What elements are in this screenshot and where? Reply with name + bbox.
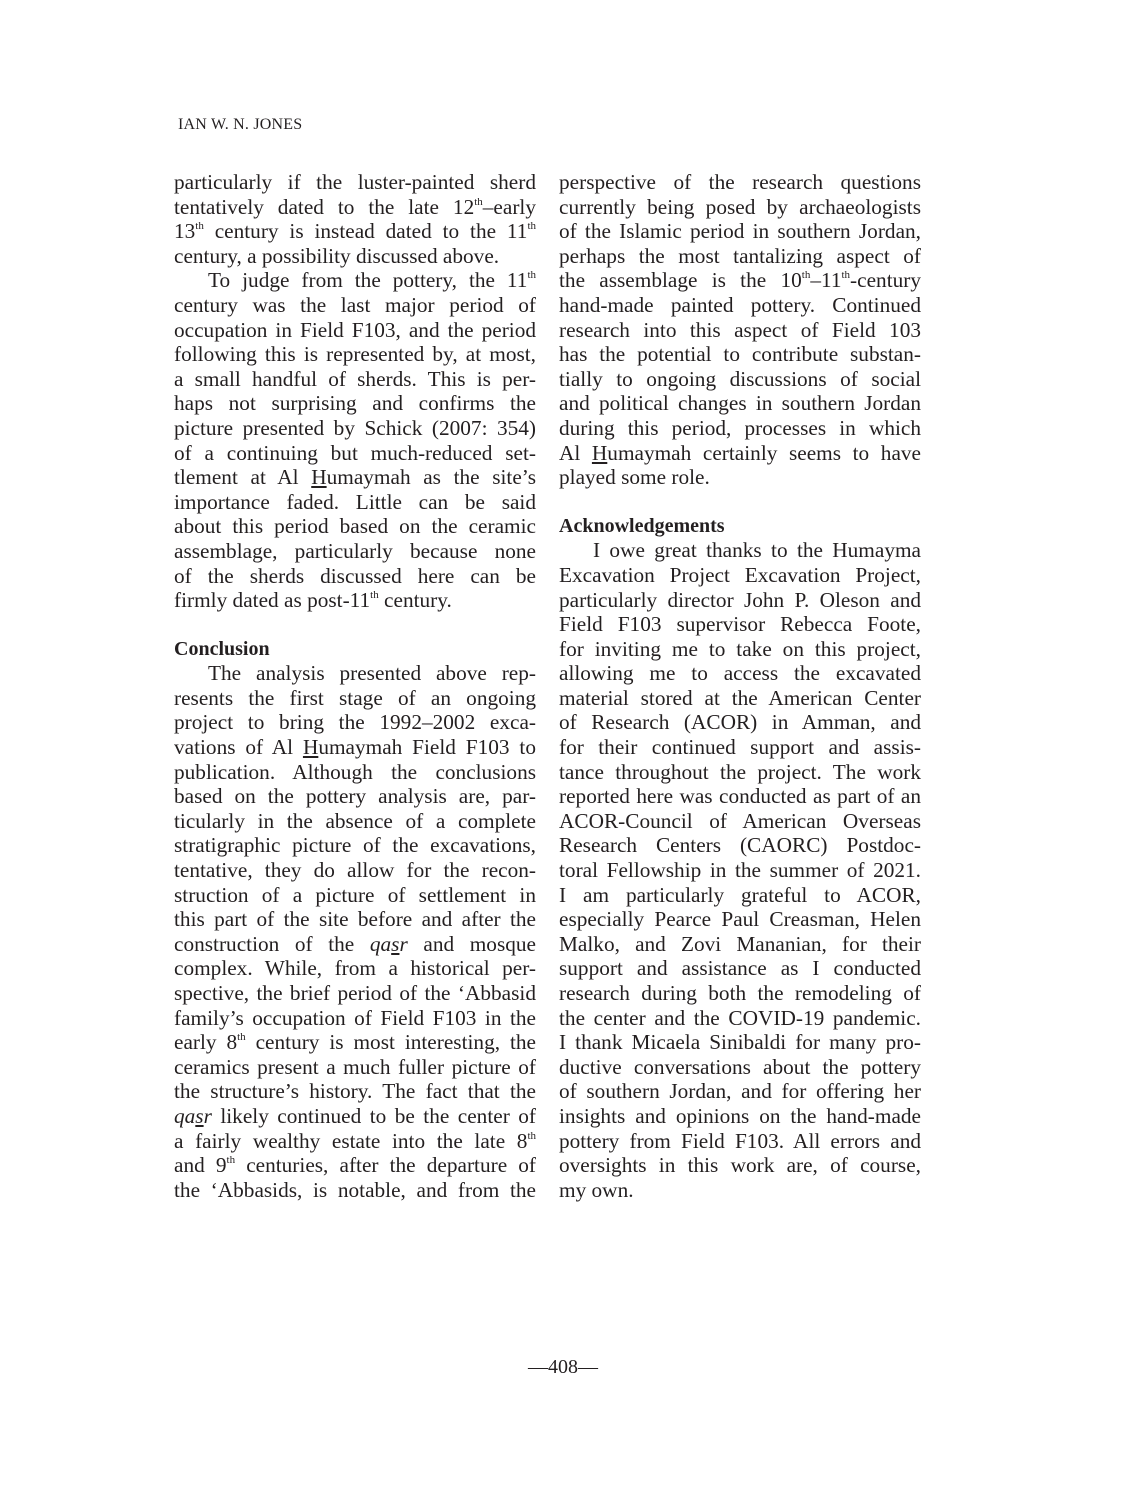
text-line: 13th century is instead dated to the 11th <box>174 219 536 244</box>
text-line: my own. <box>559 1177 634 1202</box>
text-line: Malko, and Zovi Mananian, for their <box>559 931 921 956</box>
text-line: for their continued support and assis- <box>559 735 921 760</box>
text-line: spective, the brief period of the ‘Abbasid <box>174 981 536 1005</box>
text-line: picture presented by Schick (2007: 354) <box>174 415 536 440</box>
text-line: the ‘Abbasids, is notable, and from the <box>174 1177 536 1202</box>
running-head-author: IAN W. N. JONES <box>178 116 303 133</box>
text-line: of Research (ACOR) in Amman, and <box>559 710 921 735</box>
text-line: resents the first stage of an ongoing <box>174 685 536 710</box>
text-line: this part of the site before and after the <box>174 907 536 932</box>
text-line: tance throughout the project. The work <box>559 759 921 784</box>
text-line: insights and opinions on the hand-made <box>559 1103 921 1128</box>
text-line: for inviting me to take on this project, <box>559 636 921 661</box>
text-line: perhaps the most tantalizing aspect of <box>559 243 921 268</box>
text-line: research into this aspect of Field 103 <box>559 317 921 342</box>
text-line: tially to ongoing discussions of social <box>559 366 921 391</box>
text-line: particularly if the luster-painted sherd <box>174 170 536 194</box>
text-line: following this is represented by, at most, <box>174 342 536 367</box>
text-line: oversights in this work are, of course, <box>559 1153 921 1178</box>
text-line: importance faded. Little can be said <box>174 489 536 514</box>
text-line: played some role. <box>559 465 710 490</box>
text-line: the assemblage is the 10th–11th-century <box>559 268 921 293</box>
text-line: a small handful of sherds. This is per- <box>174 366 536 391</box>
text-line: of the sherds discussed here can be <box>174 563 536 588</box>
text-line: firmly dated as post-11th century. <box>174 588 452 613</box>
section-heading-conclusion: Conclusion <box>174 637 270 660</box>
text-line: of the Islamic period in southern Jordan, <box>559 219 921 244</box>
left-column <box>174 170 536 1202</box>
text-line: stratigraphic picture of the excavations, <box>174 833 536 858</box>
text-line: publication. Although the conclusions <box>174 759 536 784</box>
text-line: the structure’s history. The fact that the <box>174 1079 536 1104</box>
text-line: and 9th centuries, after the departure of <box>174 1153 536 1178</box>
text-line: vations of Al Humaymah Field F103 to <box>174 735 536 760</box>
text-line: hand-made painted pottery. Continued <box>559 292 921 317</box>
text-line: century was the last major period of <box>174 292 536 317</box>
text-line: the center and the COVID-19 pandemic. <box>559 1005 921 1030</box>
text-line: during this period, processes in which <box>559 415 921 440</box>
text-line: complex. While, from a historical per- <box>174 956 536 981</box>
text-line: tlement at Al Humaymah as the site’s <box>174 465 536 490</box>
section-heading-acknowledgements: Acknowledgements <box>559 514 725 537</box>
text-line: I am particularly grateful to ACOR, <box>559 882 921 907</box>
text-line: has the potential to contribute substan- <box>559 342 921 367</box>
text-line: especially Pearce Paul Creasman, Helen <box>559 907 921 932</box>
text-line: haps not surprising and confirms the <box>174 391 536 416</box>
text-line: I thank Micaela Sinibaldi for many pro- <box>559 1030 921 1055</box>
text-line: occupation in Field F103, and the period <box>174 317 536 342</box>
right-column <box>559 170 921 1202</box>
text-line: and political changes in southern Jordan <box>559 391 921 416</box>
text-line: toral Fellowship in the summer of 2021. <box>559 858 921 883</box>
text-line: Al Humaymah certainly seems to have <box>559 440 921 465</box>
text-line: about this period based on the ceramic <box>174 514 536 539</box>
text-line: qasr likely continued to be the center of <box>174 1103 536 1128</box>
text-line: ductive conversations about the pottery <box>559 1054 921 1079</box>
text-line: To judge from the pottery, the 11th <box>208 268 536 293</box>
text-line: early 8th century is most interesting, the <box>174 1030 536 1055</box>
text-line: construction of the qasr and mosque <box>174 931 536 956</box>
page-number: —408— <box>528 1356 598 1378</box>
text-line: of a continuing but much-reduced set- <box>174 440 536 465</box>
text-line: tentatively dated to the late 12th–early <box>174 194 536 219</box>
text-line: Excavation Project Excavation Project, <box>559 562 921 587</box>
text-line: pottery from Field F103. All errors and <box>559 1128 921 1153</box>
text-line: perspective of the research questions <box>559 170 921 194</box>
text-line: tentative, they do allow for the recon- <box>174 858 536 883</box>
text-line: I owe great thanks to the Humayma <box>593 538 921 563</box>
text-line: ceramics present a much fuller picture of <box>174 1054 536 1079</box>
text-line: struction of a picture of settlement in <box>174 882 536 907</box>
text-line: of southern Jordan, and for offering her <box>559 1079 921 1104</box>
text-line: support and assistance as I conducted <box>559 956 921 981</box>
text-line: allowing me to access the excavated <box>559 661 921 686</box>
text-line: ACOR-Council of American Overseas <box>559 808 921 833</box>
text-line: The analysis presented above rep- <box>208 661 536 686</box>
text-line: century, a possibility discussed above. <box>174 243 500 268</box>
text-line: family’s occupation of Field F103 in the <box>174 1005 536 1030</box>
text-line: project to bring the 1992–2002 exca- <box>174 710 536 735</box>
text-line: research during both the remodeling of <box>559 981 921 1005</box>
text-line: Field F103 supervisor Rebecca Foote, <box>559 612 921 637</box>
text-line: currently being posed by archaeologists <box>559 194 921 219</box>
text-line: Research Centers (CAORC) Postdoc- <box>559 833 921 858</box>
text-line: ticularly in the absence of a complete <box>174 808 536 833</box>
text-line: assemblage, particularly because none <box>174 538 536 563</box>
text-line: a fairly wealthy estate into the late 8th <box>174 1128 536 1153</box>
text-line: material stored at the American Center <box>559 685 921 710</box>
text-line: reported here was conducted as part of an <box>559 784 921 809</box>
text-line: particularly director John P. Oleson and <box>559 587 921 612</box>
text-line: based on the pottery analysis are, par- <box>174 784 536 809</box>
